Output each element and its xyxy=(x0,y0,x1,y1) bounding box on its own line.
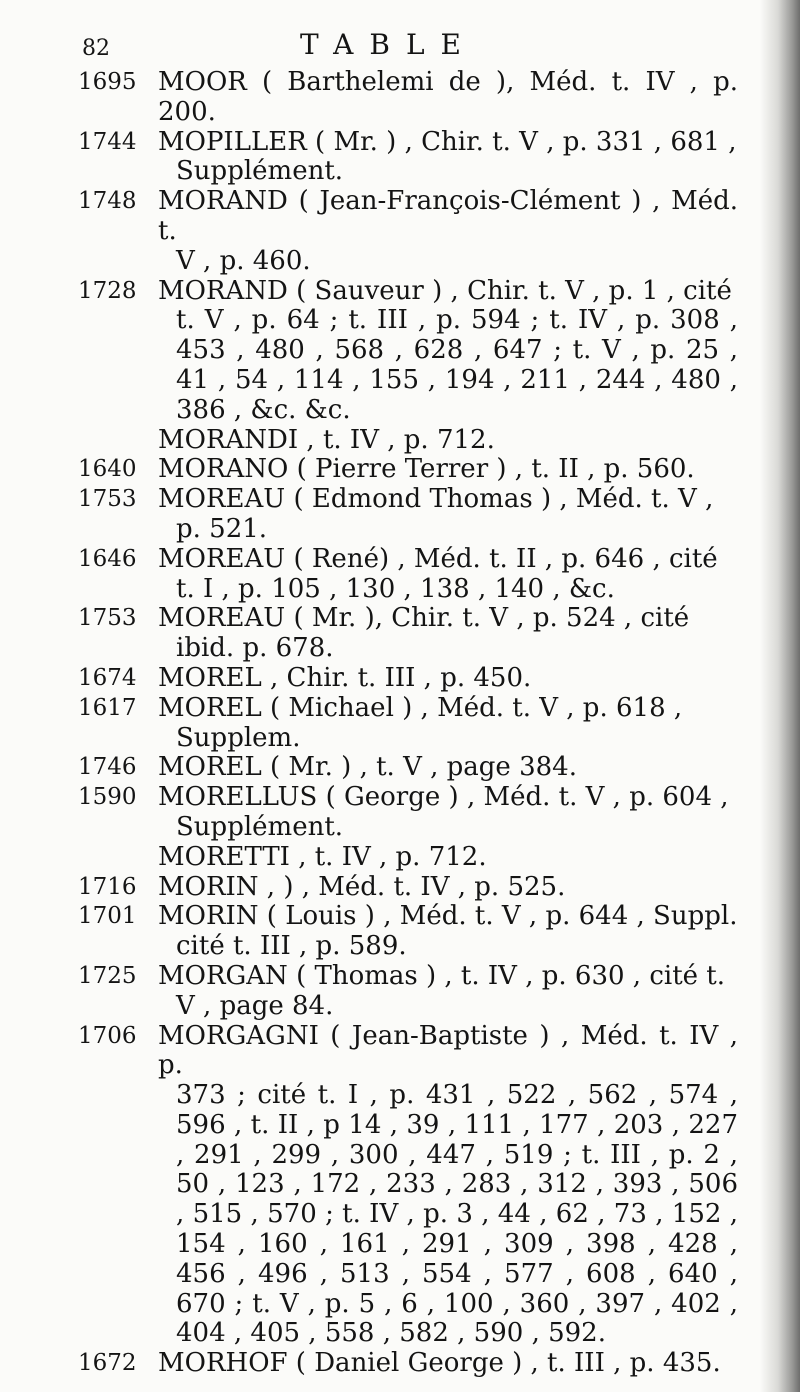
entry-text xyxy=(158,962,738,1022)
index-entry xyxy=(78,455,738,485)
index-entry xyxy=(78,962,738,1022)
entry-continuation: cité t. III , p. 589. xyxy=(176,931,407,962)
entry-year: 1744 xyxy=(78,128,137,155)
entry-text xyxy=(158,902,738,962)
entry-text xyxy=(158,68,738,128)
entry-continuation: V , p. 460. xyxy=(176,245,311,276)
index-entry xyxy=(78,604,738,664)
entry-continuation: V , page 84. xyxy=(176,990,334,1021)
entry-heading: MORELLUS ( George ) , Méd. t. V , p. 604 , xyxy=(158,782,729,813)
entry-heading: MORANDI , t. IV , p. 712. xyxy=(158,424,495,455)
index-entry xyxy=(78,694,738,754)
entry-year: 1748 xyxy=(78,188,137,215)
entry-year: 1617 xyxy=(78,694,137,721)
entry-heading: MOREAU ( René) , Méd. t. II , p. 646 , cité xyxy=(158,543,718,574)
entry-continuation: Supplément. xyxy=(176,811,344,842)
entry-continuation: p. 521. xyxy=(176,513,268,544)
entry-text xyxy=(158,873,738,903)
entry-year: 1728 xyxy=(78,277,137,304)
entry-heading: MORAND ( Sauveur ) , Chir. t. V , p. 1 , cité xyxy=(158,275,732,306)
index-entries xyxy=(78,68,738,1379)
entry-year: 1746 xyxy=(78,754,137,781)
index-entry xyxy=(78,664,738,694)
entry-text xyxy=(158,843,738,873)
entry-text xyxy=(158,604,738,664)
entry-year: 1753 xyxy=(78,605,137,632)
entry-text xyxy=(158,1349,738,1379)
entry-heading: MOOR ( Barthelemi de ), Méd. t. IV , p. 200. xyxy=(158,67,738,127)
index-entry xyxy=(78,485,738,545)
entry-text xyxy=(158,128,738,188)
entry-year xyxy=(78,426,158,456)
entry-year: 1701 xyxy=(78,903,137,930)
index-entry xyxy=(78,753,738,783)
book-page xyxy=(78,30,738,1379)
entry-heading: MORGAN ( Thomas ) , t. IV , p. 630 , cité t. xyxy=(158,960,726,991)
entry-heading: MOREL , Chir. t. III , p. 450. xyxy=(158,662,532,693)
entry-heading: MORIN ( Louis ) , Méd. t. V , p. 644 , Suppl. xyxy=(158,901,738,932)
entry-year: 1672 xyxy=(78,1350,137,1377)
entry-year: 1646 xyxy=(78,545,137,572)
entry-heading: MORANO ( Pierre Terrer ) , t. II , p. 560. xyxy=(158,454,695,485)
entry-heading: MORETTI , t. IV , p. 712. xyxy=(158,841,487,872)
index-entry xyxy=(78,1022,738,1350)
entry-heading: MOREL ( Michael ) , Méd. t. V , p. 618 , xyxy=(158,692,683,723)
entry-text xyxy=(158,1022,738,1350)
entry-continuation: Supplem. xyxy=(176,722,301,753)
entry-year: 1640 xyxy=(78,456,137,483)
index-entry xyxy=(78,1349,738,1379)
entry-heading: MORGAGNI ( Jean-Baptiste ) , Méd. t. IV , p. xyxy=(158,1020,738,1081)
entry-year: 1695 xyxy=(78,69,137,95)
entry-text xyxy=(158,277,738,426)
entry-continuation: t. V , p. 64 ; t. III , p. 594 ; t. IV , p. 308 , 453 , 480 , 568 , 628 , 647 ; t. V , p. 25 , 41 , 54 , 114 , 155 , 194 , 211 , 244 , 480 , 386 , &c. &c. xyxy=(176,305,738,425)
entry-heading: MOREAU ( Mr. ), Chir. t. V , p. 524 , cité xyxy=(158,603,690,634)
entry-year: 1706 xyxy=(78,1022,137,1049)
index-entry xyxy=(78,545,738,605)
page-number: 82 xyxy=(82,36,110,61)
entry-text xyxy=(158,455,738,485)
index-entry xyxy=(78,277,738,426)
index-entry xyxy=(78,426,738,456)
entry-year: 1674 xyxy=(78,664,137,691)
entry-text xyxy=(158,426,738,456)
index-entry xyxy=(78,68,738,128)
entry-heading: MORHOF ( Daniel George ) , t. III , p. 435. xyxy=(158,1348,721,1379)
entry-continuation: Supplément. xyxy=(176,156,344,187)
entry-year: 1725 xyxy=(78,962,137,989)
page-gutter-shadow xyxy=(760,0,800,1392)
index-entry xyxy=(78,187,738,276)
entry-heading: MOPILLER ( Mr. ) , Chir. t. V , p. 331 , 681 , xyxy=(158,126,737,157)
entry-continuation: ibid. p. 678. xyxy=(176,633,334,664)
running-title: TABLE xyxy=(300,28,477,61)
entry-year: 1753 xyxy=(78,486,137,513)
entry-continuation: t. I , p. 105 , 130 , 138 , 140 , &c. xyxy=(176,573,615,604)
entry-continuation: 373 ; cité t. I , p. 431 , 522 , 562 , 574 , 596 , t. II , p 14 , 39 , 111 , 177 , 203 , 227 , 291 , 299 , 300 , 447 , 519 ; t. III , p. 2 , 50 , 123 , 172 , 233 , 283 , 312 , 393 , 506 , 515 , 570 ; t. IV , p. 3 , 44 , 62 , 73 , 152 , 154 , 160 , 161 , 291 , 309 , 398 , 428 , 456 , 496 , 513 , 554 , 577 , 608 , 640 , 670 ; t. V , p. 5 , 6 , 100 , 360 , 397 , 402 , 404 , 405 , 558 , 582 , 590 , 592. xyxy=(176,1080,738,1349)
entry-heading: MORIN , ) , Méd. t. IV , p. 525. xyxy=(158,871,566,902)
entry-year xyxy=(78,843,158,873)
entry-heading: MOREL ( Mr. ) , t. V , page 384. xyxy=(158,752,577,783)
index-entry xyxy=(78,128,738,188)
index-entry xyxy=(78,873,738,903)
index-entry xyxy=(78,902,738,962)
entry-text xyxy=(158,187,738,276)
index-entry xyxy=(78,843,738,873)
entry-text xyxy=(158,753,738,783)
page-header xyxy=(78,30,738,68)
entry-text xyxy=(158,664,738,694)
entry-heading: MOREAU ( Edmond Thomas ) , Méd. t. V , xyxy=(158,484,714,515)
entry-text xyxy=(158,485,738,545)
index-entry xyxy=(78,783,738,843)
entry-text xyxy=(158,783,738,843)
entry-year: 1590 xyxy=(78,784,137,811)
entry-text xyxy=(158,694,738,754)
entry-text xyxy=(158,545,738,605)
entry-year: 1716 xyxy=(78,873,137,900)
entry-heading: MORAND ( Jean-François-Clément ) , Méd. t. xyxy=(158,186,738,246)
